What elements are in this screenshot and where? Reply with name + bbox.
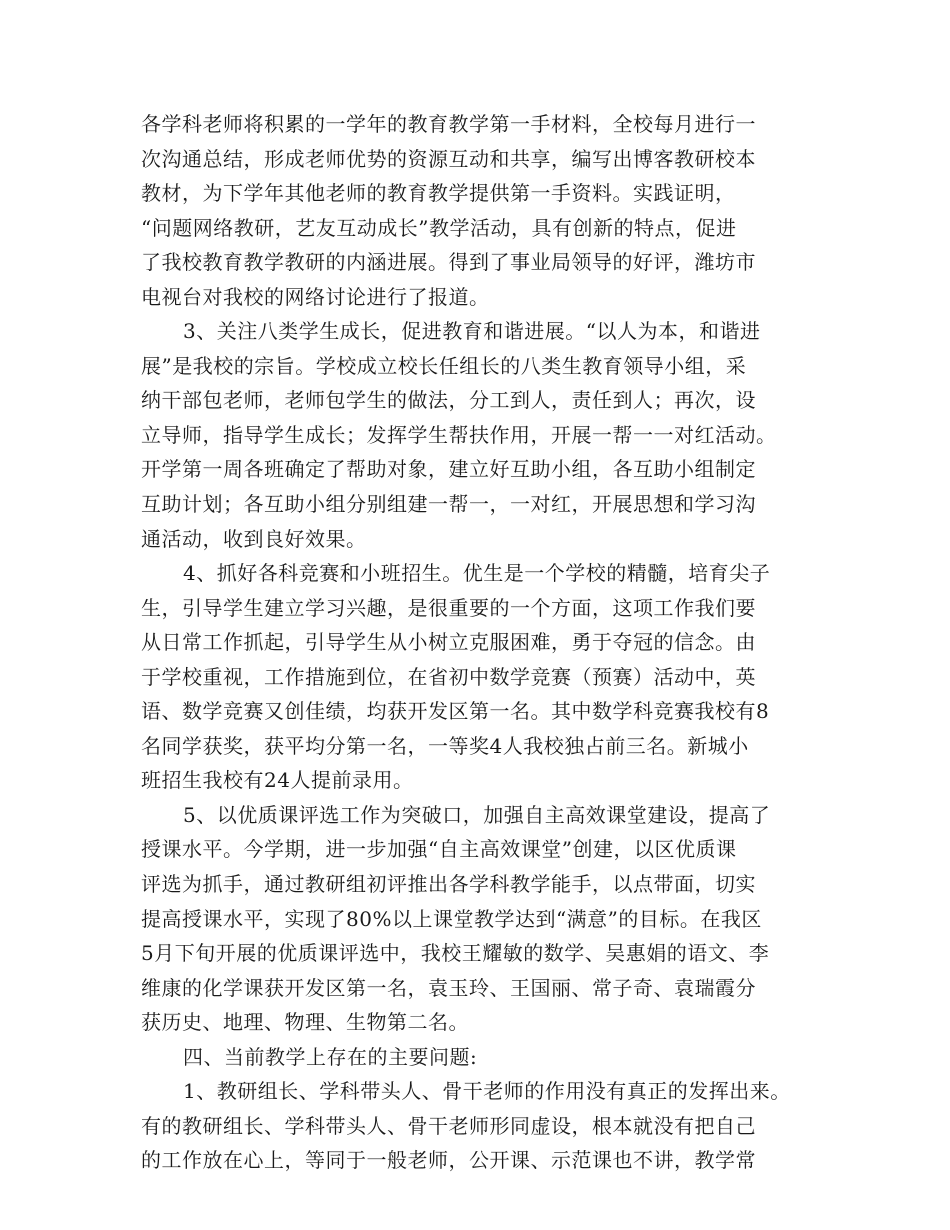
text-line: 通活动，收到良好效果。 — [141, 526, 367, 551]
text-line: 名同学获奖，获平均分第一名，一等奖4人我校独占前三名。新城小 — [141, 733, 749, 758]
text-line: 各学科老师将积累的一学年的教育教学第一手材料，全校每月进行一 — [141, 112, 756, 136]
text-line: 开学第一周各班确定了帮助对象，建立好互助小组，各互助小组制定 — [141, 457, 756, 482]
text-line: 提高授课水平，实现了80%以上课堂教学达到“满意”的目标。在我区 — [141, 906, 762, 931]
text-line: 的工作放在心上，等同于一般老师，公开课、示范课也不讲，教学常 — [141, 1148, 756, 1173]
text-line: 纳干部包老师，老师包学生的做法，分工到人，责任到人；再次，设 — [141, 388, 756, 413]
text-line: 生，引导学生建立学习兴趣，是很重要的一个方面，这项工作我们要 — [141, 595, 756, 620]
text-line: 1、教研组长、学科带头人、骨干老师的作用没有真正的发挥出来。 — [183, 1079, 791, 1104]
document-body — [141, 107, 841, 1178]
text-line: 电视台对我校的网络讨论进行了报道。 — [141, 284, 490, 309]
text-line: 班招生我校有24人提前录用。 — [141, 768, 414, 793]
text-line: 4、抓好各科竞赛和小班招生。优生是一个学校的精髓，培育尖子 — [183, 561, 771, 586]
text-line: 四、当前教学上存在的主要问题: — [183, 1044, 478, 1069]
text-line: 维康的化学课获开发区第一名，袁玉玲、王国丽、常子奇、袁瑞霞分 — [141, 975, 756, 1000]
text-line: 互助计划；各互助小组分别组建一帮一，一对红，开展思想和学习沟 — [141, 492, 756, 517]
text-line: 教材，为下学年其他老师的教育教学提供第一手资料。实践证明， — [141, 181, 736, 206]
text-line: “问题网络教研，艺友互动成长”教学活动，具有创新的特点，促进 — [141, 215, 737, 240]
text-line: 于学校重视，工作措施到位，在省初中数学竞赛（预赛）活动中，英 — [141, 664, 756, 689]
text-line: 3、关注八类学生成长，促进教育和谐进展。“以人为本，和谐进 — [183, 319, 761, 344]
text-line: 立导师，指导学生成长；发挥学生帮扶作用，开展一帮一一对红活动。 — [141, 422, 777, 447]
text-line: 语、数学竞赛又创佳绩，均获开发区第一名。其中数学科竞赛我校有8 — [141, 699, 770, 724]
text-line: 授课水平。今学期，进一步加强“自主高效课堂”创建，以区优质课 — [141, 837, 737, 862]
text-line: 从日常工作抓起，引导学生从小树立克服困难，勇于夺冠的信念。由 — [141, 630, 756, 655]
text-line: 获历史、地理、物理、生物第二名。 — [141, 1010, 469, 1035]
text-line: 5、以优质课评选工作为突破口，加强自主高效课堂建设，提高了 — [183, 802, 771, 827]
text-line: 了我校教育教学教研的内涵进展。得到了事业局领导的好评，潍坊市 — [141, 250, 756, 275]
text-line: 5月下旬开展的优质课评选中，我校王耀敏的数学、吴惠娟的语文、李 — [141, 941, 770, 966]
text-line: 次沟通总结，形成老师优势的资源互动和共享，编写出博客教研校本 — [141, 146, 756, 171]
text-line: 展”是我校的宗旨。学校成立校长任组长的八类生教育领导小组，采 — [141, 353, 747, 378]
text-line: 评选为抓手，通过教研组初评推出各学科教学能手，以点带面，切实 — [141, 872, 756, 897]
text-line: 有的教研组长、学科带头人、骨干老师形同虚设，根本就没有把自己 — [141, 1113, 756, 1138]
